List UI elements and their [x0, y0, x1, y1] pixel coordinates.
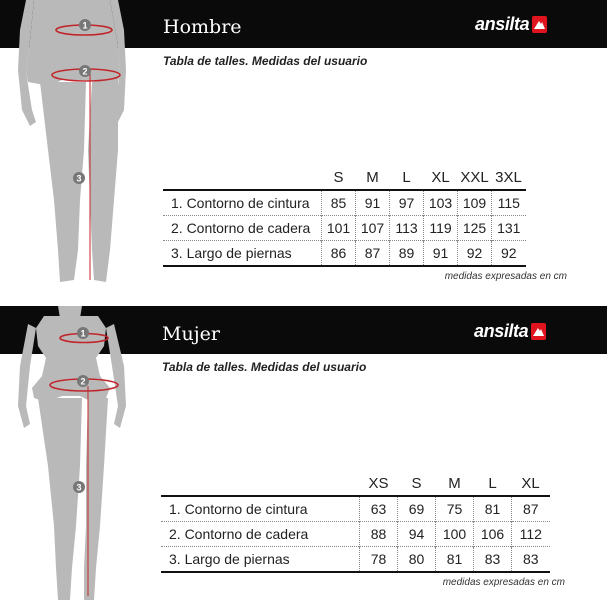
row-label: 3. Largo de piernas — [161, 547, 360, 573]
table-cell: 131 — [492, 216, 526, 241]
row-label: 3. Largo de piernas — [163, 241, 322, 267]
svg-text:1: 1 — [82, 20, 88, 31]
table-cell: 119 — [424, 216, 458, 241]
table-cell: 89 — [390, 241, 424, 267]
table-cell: 75 — [436, 496, 474, 522]
table-cell: 94 — [398, 522, 436, 547]
table-cell: 87 — [512, 496, 550, 522]
table-cell: 92 — [492, 241, 526, 267]
table-cell: 115 — [492, 190, 526, 216]
chart-subtitle: Tabla de talles. Medidas del usuario — [163, 54, 368, 68]
table-row — [163, 241, 526, 267]
size-header: M — [366, 169, 379, 186]
table-row — [161, 547, 550, 573]
table-cell: 107 — [356, 216, 390, 241]
row-label: 2. Contorno de cadera — [161, 522, 360, 547]
table-cell: 85 — [322, 190, 356, 216]
size-header: XXL — [460, 169, 489, 186]
male-body-figure — [0, 0, 150, 300]
size-header: S — [333, 169, 344, 186]
section-title: Mujer — [162, 323, 220, 345]
measure-marker-2 — [77, 375, 89, 387]
size-header-row — [161, 472, 550, 496]
men-size-chart — [0, 0, 607, 300]
units-footnote: medidas expresadas en cm — [444, 271, 567, 282]
female-body-figure — [0, 306, 150, 606]
size-header-blank — [161, 472, 360, 496]
brand-wordmark: ansilta — [474, 320, 529, 341]
units-footnote: medidas expresadas en cm — [442, 577, 565, 588]
size-table — [161, 472, 550, 573]
table-cell: 103 — [424, 190, 458, 216]
size-header: 3XL — [495, 169, 522, 186]
table-cell: 88 — [360, 522, 398, 547]
brand-logo — [474, 320, 546, 342]
table-row — [163, 190, 526, 216]
size-header: S — [411, 475, 422, 492]
table-cell: 106 — [474, 522, 512, 547]
brand-logo — [475, 13, 547, 35]
size-header-row — [163, 166, 526, 190]
measure-marker-3 — [73, 481, 85, 493]
table-cell: 81 — [436, 547, 474, 573]
svg-text:3: 3 — [76, 173, 82, 184]
svg-text:1: 1 — [80, 328, 86, 339]
size-header: XL — [521, 475, 540, 492]
measure-marker-1 — [77, 327, 89, 339]
table-cell: 97 — [390, 190, 424, 216]
mountain-logo-icon — [532, 16, 547, 33]
table-cell: 113 — [390, 216, 424, 241]
measure-marker-2 — [79, 65, 91, 77]
svg-text:2: 2 — [80, 376, 86, 387]
table-cell: 91 — [424, 241, 458, 267]
svg-text:3: 3 — [76, 482, 82, 493]
measure-marker-1 — [79, 19, 91, 31]
table-row — [161, 522, 550, 547]
brand-wordmark: ansilta — [475, 13, 530, 34]
table-row — [163, 216, 526, 241]
table-cell: 91 — [356, 190, 390, 216]
size-header: L — [488, 475, 497, 492]
table-cell: 92 — [458, 241, 492, 267]
size-header: M — [448, 475, 461, 492]
table-cell: 125 — [458, 216, 492, 241]
row-label: 2. Contorno de cadera — [163, 216, 322, 241]
table-cell: 112 — [512, 522, 550, 547]
table-cell: 109 — [458, 190, 492, 216]
table-cell: 83 — [512, 547, 550, 573]
row-label: 1. Contorno de cintura — [163, 190, 322, 216]
svg-text:2: 2 — [82, 66, 88, 77]
size-table — [163, 166, 526, 267]
table-cell: 69 — [398, 496, 436, 522]
row-label: 1. Contorno de cintura — [161, 496, 360, 522]
size-header: L — [402, 169, 411, 186]
table-cell: 81 — [474, 496, 512, 522]
table-cell: 100 — [436, 522, 474, 547]
section-title: Hombre — [163, 16, 242, 38]
table-cell: 80 — [398, 547, 436, 573]
measure-marker-3 — [73, 172, 85, 184]
table-cell: 86 — [322, 241, 356, 267]
chart-subtitle: Tabla de talles. Medidas del usuario — [162, 360, 367, 374]
table-row — [161, 496, 550, 522]
mountain-logo-icon — [531, 323, 546, 340]
size-header: XL — [431, 169, 450, 186]
women-size-chart — [0, 306, 607, 606]
table-cell: 101 — [322, 216, 356, 241]
table-cell: 63 — [360, 496, 398, 522]
table-cell: 87 — [356, 241, 390, 267]
size-header: XS — [368, 475, 389, 492]
size-header-blank — [163, 166, 322, 190]
table-cell: 83 — [474, 547, 512, 573]
table-cell: 78 — [360, 547, 398, 573]
